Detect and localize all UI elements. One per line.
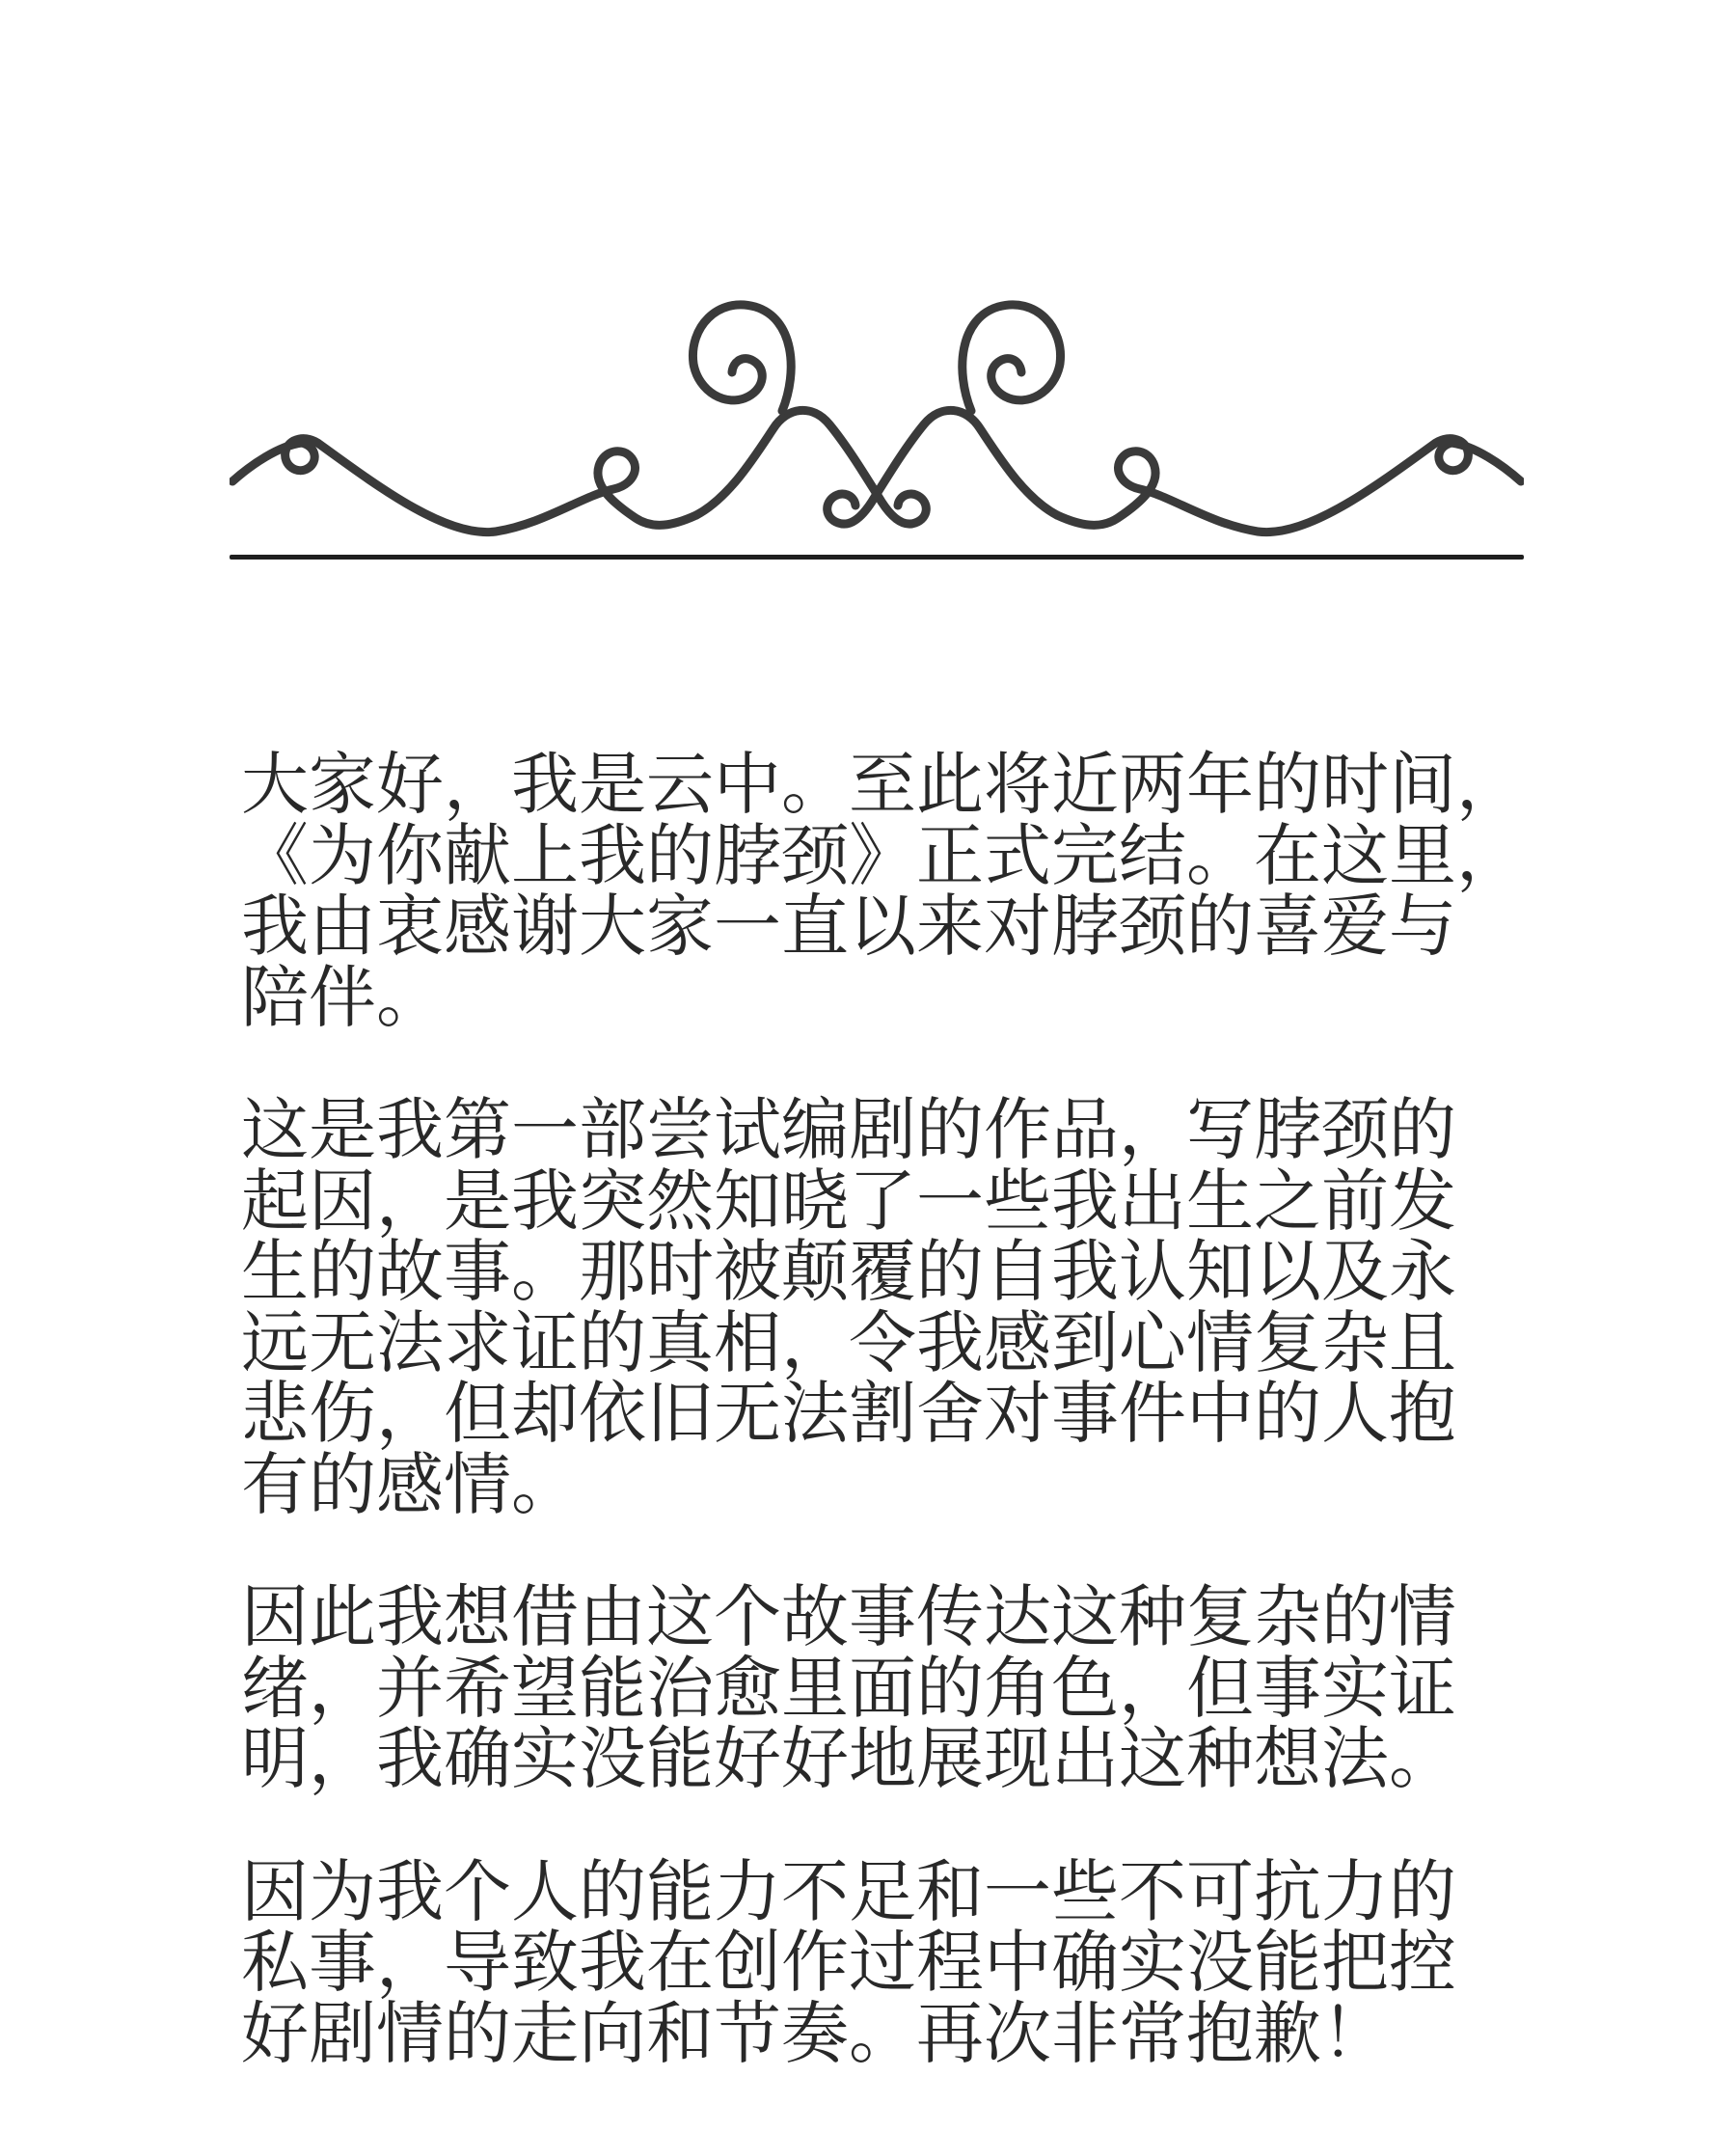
flourish-spiral: [963, 305, 1061, 411]
text-line: 这是我第一部尝试编剧的作品，写脖颈的: [241, 1092, 1456, 1167]
text-line: 好剧情的走向和节奏。再次非常抱歉！: [241, 1995, 1389, 2071]
text-line: 《为你献上我的脖颈》正式完结。在这里，: [241, 817, 1524, 893]
paragraph: [241, 1579, 1591, 1796]
paragraph: [241, 747, 1591, 1035]
text-line: 我由衷感谢大家一直以来对脖颈的喜爱与: [241, 888, 1456, 964]
text-line: 明，我确实没能好好地展现出这种想法。: [241, 1721, 1456, 1796]
flourish-svg: [230, 295, 1524, 538]
text-line: 私事，导致我在创作过程中确实没能把控: [241, 1925, 1456, 2000]
flourish-left-half: [232, 305, 926, 533]
text-line: 悲伤，但却依旧无法割舍对事件中的人抱: [241, 1376, 1456, 1451]
text-line: 生的故事。那时被颠覆的自我认知以及永: [241, 1234, 1456, 1309]
text-line: 因为我个人的能力不足和一些不可抗力的: [241, 1853, 1456, 1929]
text-line: 有的感情。: [241, 1446, 579, 1522]
horizontal-divider: [230, 555, 1524, 560]
text-line: 起因，是我突然知晓了一些我出生之前发: [241, 1162, 1456, 1239]
flourish-wave: [1057, 439, 1521, 533]
text-line: 远无法求证的真相，令我感到心情复杂且: [241, 1304, 1456, 1380]
afterword-text: [241, 747, 1591, 2131]
text-line: 陪伴。: [241, 959, 444, 1035]
text-line: 大家好，我是云中。至此将近两年的时间，: [241, 747, 1524, 822]
flourish-ornament: [230, 295, 1524, 538]
paragraph: [241, 1092, 1591, 1522]
flourish-right-half: [827, 305, 1521, 533]
text-line: 因此我想借由这个故事传达这种复杂的情: [241, 1579, 1456, 1654]
text-line: 绪，并希望能治愈里面的角色，但事实证: [241, 1650, 1456, 1726]
paragraph: [241, 1853, 1591, 2071]
